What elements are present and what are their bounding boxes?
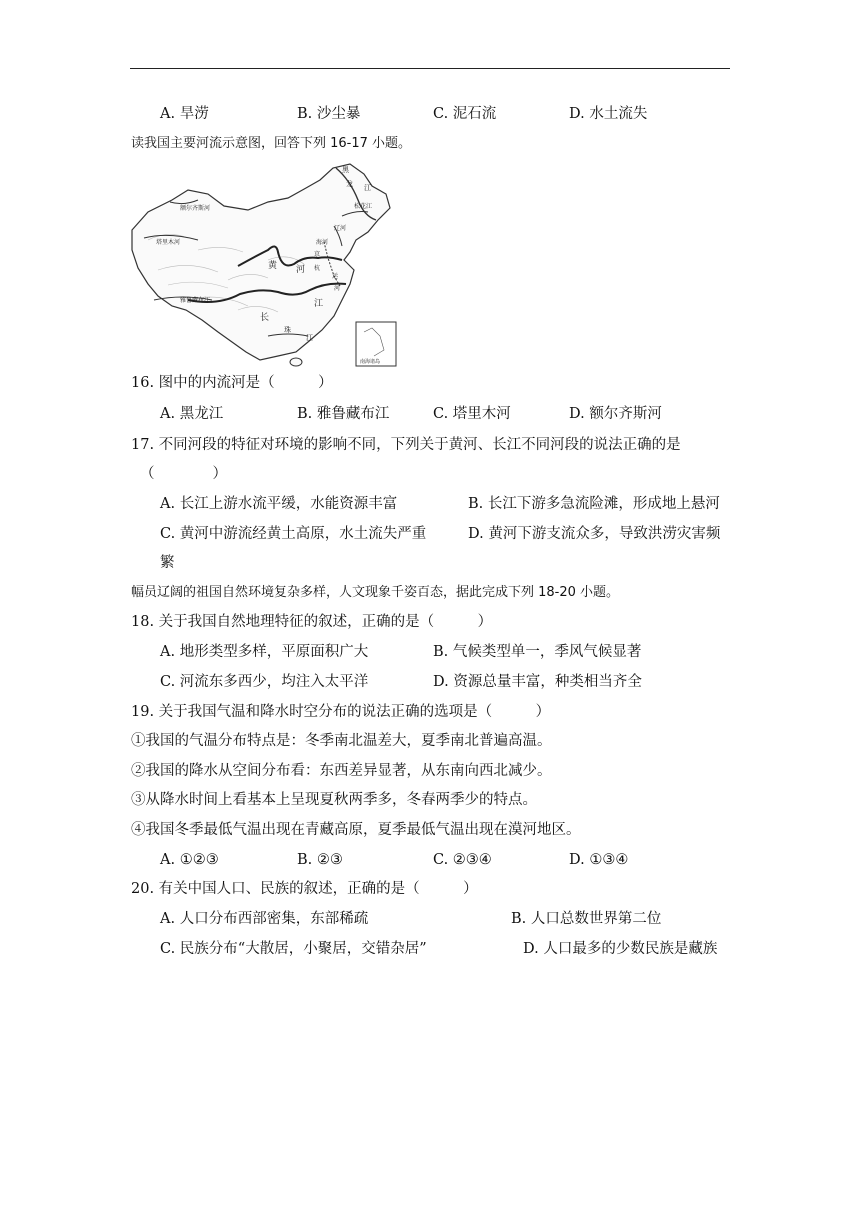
q19-option-d[interactable]: D. ①③④ [569,852,629,868]
label-yarlung: 雅鲁藏布江 [180,297,211,304]
q18-option-c[interactable]: C. 河流东多西少，均注入太平洋 [160,674,369,690]
q17-option-d[interactable]: D. 黄河下游支流众多，导致洪涝灾害频 [468,526,721,542]
q18-stem: 18. 关于我国自然地理特征的叙述，正确的是（ ） [131,614,493,630]
q15-option-b[interactable]: B. 沙尘暴 [297,106,361,122]
q18-option-d[interactable]: D. 资源总量丰富，种类相当齐全 [433,674,642,690]
q19-item-3: ③从降水时间上看基本上呈现夏秋两季多，冬春两季少的特点。 [131,792,537,808]
label-inset: 南海诸岛 [360,359,381,365]
intro-16-17: 读我国主要河流示意图，回答下列 16-17 小题。 [131,136,412,151]
label-liaohe: 辽河 [334,225,347,232]
china-rivers-map-svg [128,160,400,370]
q16-option-d[interactable]: D. 额尔齐斯河 [569,406,662,422]
q20-option-a[interactable]: A. 人口分布西部密集，东部稀疏 [160,911,369,927]
label-chang: 长 [260,313,270,323]
label-huang: 黄 [268,261,278,271]
q16-stem: 16. 图中的内流河是（ ） [131,375,333,391]
q18-option-b[interactable]: B. 气候类型单一，季风气候显著 [433,644,642,660]
label-jiang-pearl: 江 [306,334,313,342]
q16-option-b[interactable]: B. 雅鲁藏布江 [297,406,390,422]
intro-18-20: 幅员辽阔的祖国自然环境复杂多样，人文现象千姿百态，据此完成下列 18-20 小题。 [131,585,620,600]
label-heilongjiang-2: 龙 [346,180,353,188]
q19-item-1: ①我国的气温分布特点是：冬季南北温差大，夏季南北普遍高温。 [131,733,552,749]
q19-option-c[interactable]: C. ②③④ [433,852,492,868]
q15-option-d[interactable]: D. 水土流失 [569,106,648,122]
q20-option-c[interactable]: C. 民族分布“大散居，小聚居，交错杂居” [160,941,427,957]
label-yun: 运 [332,273,339,280]
q17-option-a[interactable]: A. 长江上游水流平缓，水能资源丰富 [160,496,398,512]
label-erqisi: 额尔齐斯河 [180,205,211,212]
q15-option-c[interactable]: C. 泥石流 [433,106,497,122]
q17-option-c[interactable]: C. 黄河中游流经黄土高原，水土流失严重 [160,526,427,542]
label-tarim: 塔里木河 [156,239,181,246]
label-jiang-mid: 江 [314,299,324,309]
q17-option-b[interactable]: B. 长江下游多急流险滩，形成地上悬河 [468,496,720,512]
q17-stem: 17. 不同河段的特征对环境的影响不同，下列关于黄河、长江不同河段的说法正确的是 [131,437,681,453]
q20-option-b[interactable]: B. 人口总数世界第二位 [511,911,662,927]
label-he-canal: 河 [334,285,341,292]
label-heilongjiang-3: 江 [364,184,371,192]
q19-item-2: ②我国的降水从空间分布看：东西差异显著，从东南向西北减少。 [131,763,552,779]
q17-stem-continued: （ ） [140,466,227,482]
label-jing: 京 [314,251,321,258]
q16-option-a[interactable]: A. 黑龙江 [160,406,224,422]
q16-option-c[interactable]: C. 塔里木河 [433,406,511,422]
header-rule [130,68,730,69]
china-rivers-map [128,160,400,370]
q18-option-a[interactable]: A. 地形类型多样，平原面积广大 [160,644,369,660]
label-hang: 杭 [314,265,321,272]
china-outline [132,164,390,360]
label-haihe: 海河 [316,239,329,246]
q19-option-a[interactable]: A. ①②③ [160,852,219,868]
label-songhuajiang: 松花江 [354,203,373,210]
hainan-island [290,358,302,366]
label-he-yellow: 河 [296,265,306,275]
label-zhu: 珠 [284,326,291,334]
q15-option-a[interactable]: A. 旱涝 [160,106,209,122]
q17-option-d-continued: 繁 [160,555,175,571]
q19-option-b[interactable]: B. ②③ [297,852,343,868]
q20-stem: 20. 有关中国人口、民族的叙述，正确的是（ ） [131,881,478,897]
q19-item-4: ④我国冬季最低气温出现在青藏高原，夏季最低气温出现在漠河地区。 [131,822,581,838]
q20-option-d[interactable]: D. 人口最多的少数民族是藏族 [523,941,718,957]
q19-stem: 19. 关于我国气温和降水时空分布的说法正确的选项是（ ） [131,704,551,720]
label-heilongjiang-1: 黑 [342,166,349,174]
